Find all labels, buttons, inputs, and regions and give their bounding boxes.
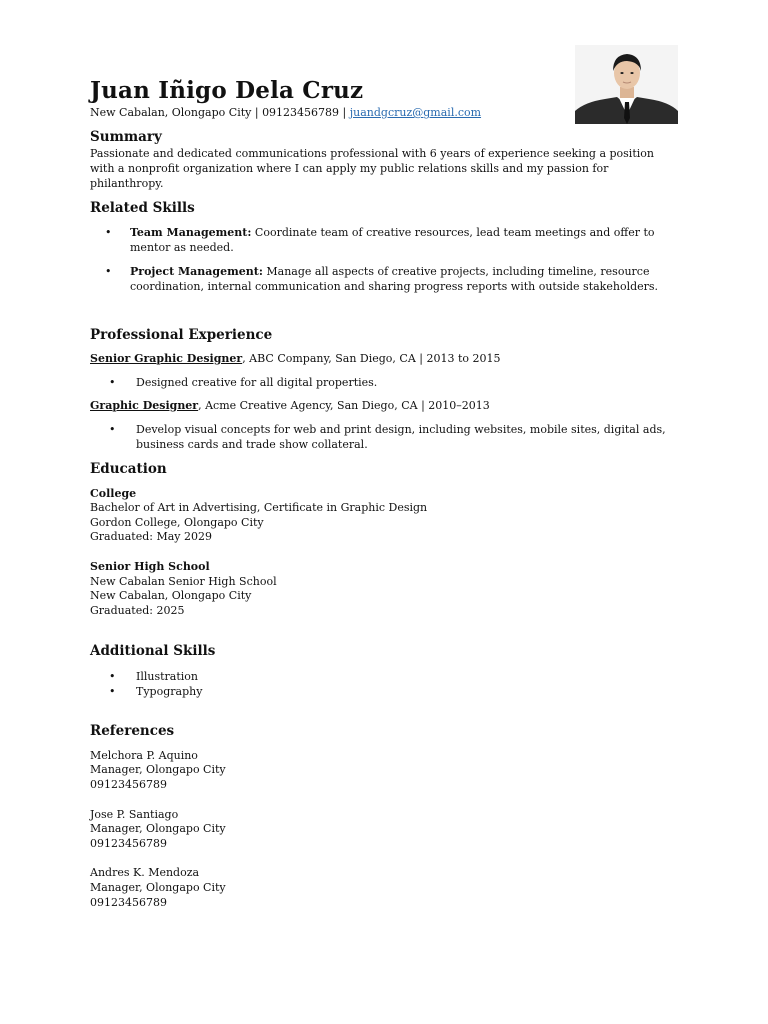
skill-item bbox=[105, 264, 675, 294]
related-skills-heading: Related Skills bbox=[90, 200, 195, 216]
job-details: , ABC Company, San Diego, CA | 2013 to 2015 bbox=[242, 352, 501, 365]
summary-heading: Summary bbox=[90, 129, 162, 145]
job-bullet-text: Develop visual concepts for web and print design, including websites, mobile sites, digital ads, business cards and trade show collateral. bbox=[136, 423, 666, 451]
email-link[interactable]: juandgcruz@gmail.com bbox=[349, 106, 482, 119]
reference-role: Manager, Olongapo City bbox=[90, 881, 226, 894]
additional-skill-text: Illustration bbox=[136, 670, 198, 683]
reference-name: Jose P. Santiago bbox=[90, 808, 179, 821]
education-graduated: Graduated: May 2029 bbox=[90, 530, 212, 543]
references-heading: References bbox=[90, 723, 175, 739]
education-level: Senior High School bbox=[90, 560, 210, 573]
bullet-icon: • bbox=[109, 376, 116, 389]
additional-skill-item bbox=[109, 669, 671, 684]
bullet-icon: • bbox=[109, 423, 116, 436]
job-bullet bbox=[109, 422, 671, 452]
separator: | bbox=[339, 106, 350, 119]
skill-text: Manage all aspects of creative projects, including timeline, resource coordination, internal communication and sharing progress reports with outside stakeholders. bbox=[130, 265, 659, 293]
education-school: New Cabalan, Olongapo City bbox=[90, 589, 252, 602]
address: New Cabalan, Olongapo City bbox=[90, 106, 252, 119]
reference-phone: 09123456789 bbox=[90, 778, 167, 791]
skill-item bbox=[105, 225, 675, 255]
skill-text: Coordinate team of creative resources, lead team meetings and offer to mentor as needed. bbox=[130, 226, 655, 254]
phone: 09123456789 bbox=[262, 106, 340, 119]
job-details: , Acme Creative Agency, San Diego, CA | 2010–2013 bbox=[198, 399, 490, 412]
education-heading: Education bbox=[90, 461, 167, 477]
job-line bbox=[90, 352, 501, 366]
summary-text: Passionate and dedicated communications professional with 6 years of experience seeking a position with a nonprofit organization where I can apply my public relations skills and my passion for philanthropy. bbox=[90, 147, 654, 190]
reference-phone: 09123456789 bbox=[90, 837, 167, 850]
candidate-name: Juan Iñigo Dela Cruz bbox=[90, 77, 364, 104]
portrait-image bbox=[575, 45, 678, 124]
bullet-icon: • bbox=[105, 265, 112, 278]
job-line bbox=[90, 399, 490, 413]
skill-label: Project Management: bbox=[130, 265, 263, 278]
contact-line bbox=[90, 106, 481, 120]
additional-skill-item bbox=[109, 684, 671, 699]
profile-photo bbox=[575, 45, 678, 124]
reference-name: Melchora P. Aquino bbox=[90, 749, 198, 762]
experience-heading: Professional Experience bbox=[90, 327, 273, 343]
job-bullet-text: Designed creative for all digital properties. bbox=[136, 376, 378, 389]
reference-role: Manager, Olongapo City bbox=[90, 763, 226, 776]
education-degree: Bachelor of Art in Advertising, Certificate in Graphic Design bbox=[90, 501, 428, 514]
education-graduated: Graduated: 2025 bbox=[90, 604, 185, 617]
additional-skill-text: Typography bbox=[136, 685, 203, 698]
education-school: Gordon College, Olongapo City bbox=[90, 516, 264, 529]
reference-name: Andres K. Mendoza bbox=[90, 866, 200, 879]
bullet-icon: • bbox=[109, 670, 116, 683]
bullet-icon: • bbox=[109, 685, 116, 698]
skill-label: Team Management: bbox=[130, 226, 252, 239]
reference-phone: 09123456789 bbox=[90, 896, 167, 909]
separator: | bbox=[251, 106, 263, 119]
additional-skills-heading: Additional Skills bbox=[90, 643, 216, 659]
reference-role: Manager, Olongapo City bbox=[90, 822, 226, 835]
bullet-icon: • bbox=[105, 226, 112, 239]
job-title: Senior Graphic Designer bbox=[90, 352, 243, 365]
education-degree: New Cabalan Senior High School bbox=[90, 575, 277, 588]
education-level: College bbox=[90, 487, 137, 500]
job-title: Graphic Designer bbox=[90, 399, 199, 412]
job-bullet bbox=[109, 375, 671, 390]
